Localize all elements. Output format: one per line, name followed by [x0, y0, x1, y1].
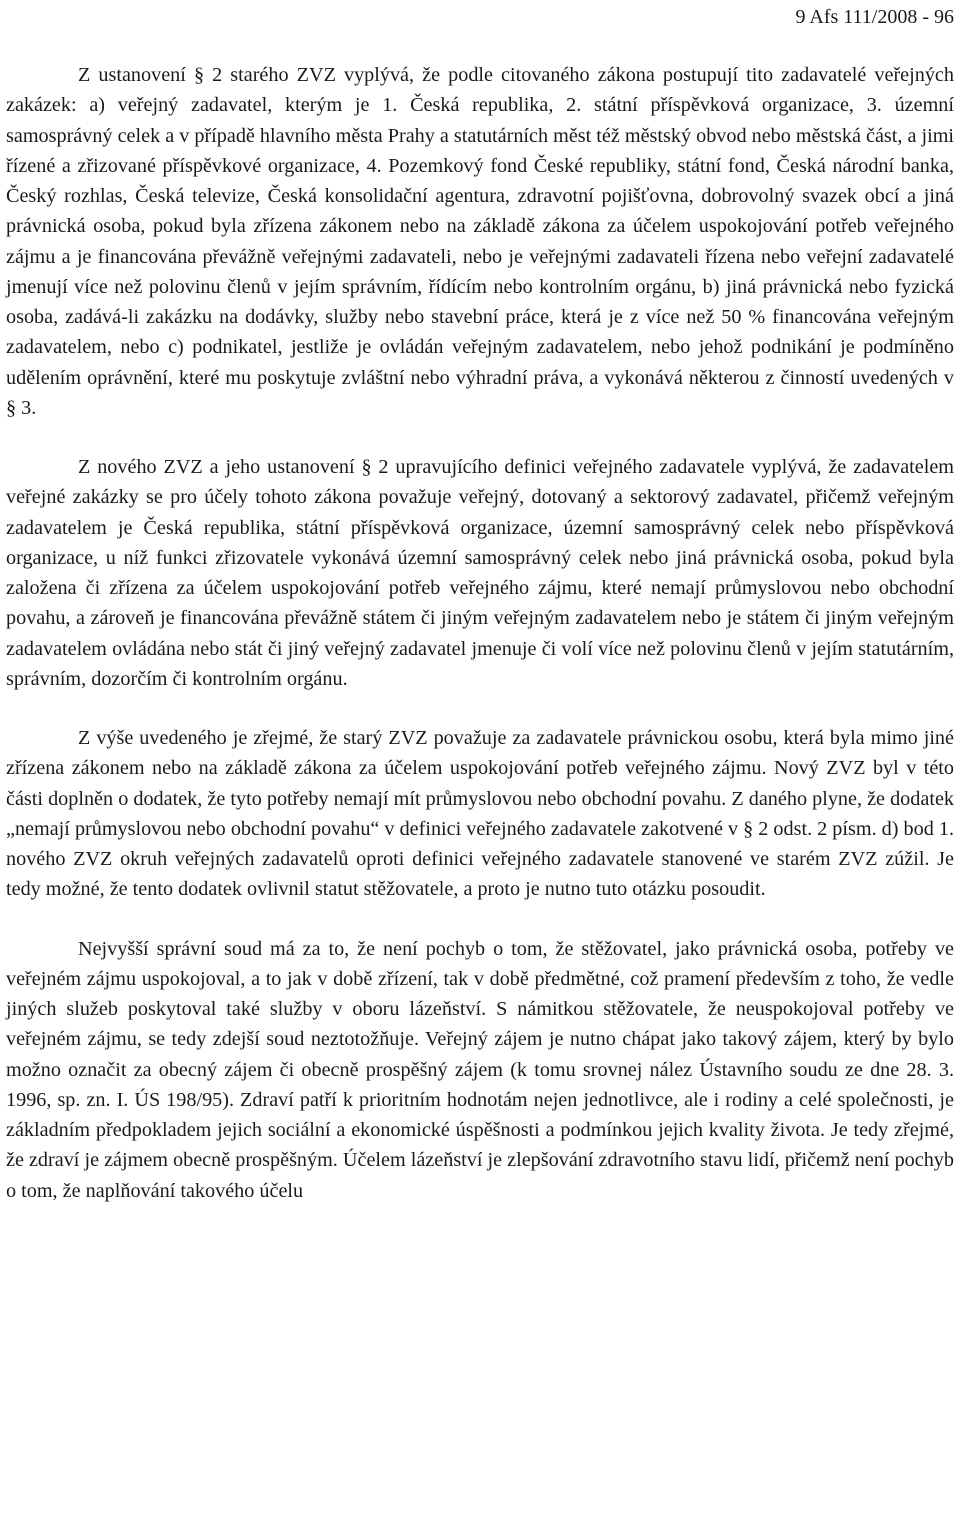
paragraph-new-zvz-definition: Z nového ZVZ a jeho ustanovení § 2 upravujícího definici veřejného zadavatele vyplývá, že zadavatelem veřejné zakázky se pro účely tohoto zákona považuje veřejný, dotovaný a sektorový zadavatel, přičemž veřejným zadavatelem je Česká republika, státní příspěvková organizace, územní samosprávný celek nebo příspěvková organizace, u níž funkci zřizovatele vykonává územní samosprávný celek nebo jiná právnická osoba, pokud byla založena či zřízena za účelem uspokojování potřeb veřejného zájmu, které nemají průmyslovou nebo obchodní povahu, a zároveň je financována převážně státem či jiným veřejným zadavatelem nebo je státem či jiným veřejným zadavatelem ovládána nebo stát či jiný veřejný zadavatel jmenuje či volí více než polovinu členů v jejím statutárním, správním, dozorčím či kontrolním orgánu. [6, 456, 954, 690]
paragraph-court-assessment: Nejvyšší správní soud má za to, že není pochyb o tom, že stěžovatel, jako právnická osoba, potřeby ve veřejném zájmu uspokojoval, a to jak v době zřízení, tak v době předmětné, což pramení především z toho, že vedle jiných služeb poskytoval také služby v oboru lázeňství. S námitkou stěžovatele, že neuspokojoval potřeby ve veřejném zájmu, se tedy zdejší soud neztotožňuje. Veřejný zájem je nutno chápat jako takový zájem, který by bylo možno označit za obecný zájem či obecně prospěšný zájem (k tomu srovnej nález Ústavního soudu ze dne 28. 3. 1996, sp. zn. I. ÚS 198/95). Zdraví patří k prioritním hodnotám nejen jednotlivce, ale i rodiny a celé společnosti, je základním předpokladem jejich sociální a ekonomické úspěšnosti a podmínkou jejich kvality života. Je tedy zřejmé, že zdraví je zájmem obecně prospěšným. Účelem lázeňství je zlepšování zdravotního stavu lidí, přičemž není pochyb o tom, že naplňování takového účelu [6, 937, 954, 1202]
paragraph-comparison: Z výše uvedeného je zřejmé, že starý ZVZ považuje za zadavatele právnickou osobu, která byla mimo jiné zřízena zákonem nebo na základě zákona za účelem uspokojování potřeb veřejného zájmu. Nový ZVZ byl v této části doplněn o dodatek, že tyto potřeby nemají mít průmyslovou nebo obchodní povahu. Z daného plyne, že dodatek „nemají průmyslovou nebo obchodní povahu“ v definici veřejného zadavatele zakotvené v § 2 odst. 2 písm. d) bod 1. nového ZVZ okruh veřejných zadavatelů oproti definici veřejného zadavatele stanovené ve starém ZVZ zúžil. Je tedy možné, že tento dodatek ovlivnil statut stěžovatele, a proto je nutno tuto otázku posoudit. [6, 727, 954, 901]
case-number-header: 9 Afs 111/2008 - 96 [795, 6, 954, 28]
paragraph-old-zvz-contracting-authorities: Z ustanovení § 2 starého ZVZ vyplývá, že podle citovaného zákona postupují tito zadavatelé veřejných zakázek: a) veřejný zadavatel, kterým je 1. Česká republika, 2. státní příspěvková organizace, 3. územní samosprávný celek a v případě hlavního města Prahy a statutárních měst též městský obvod nebo městská část, a jimi řízené a zřizované příspěvkové organizace, 4. Pozemkový fond České republiky, státní fond, Česká národní banka, Český rozhlas, Česká televize, Česká konsolidační agentura, zdravotní pojišťovna, dobrovolný svazek obcí a jiná právnická osoba, pokud byla zřízena zákonem nebo na základě zákona za účelem uspokojování potřeb veřejného zájmu a je financována převážně veřejnými zadavateli, nebo je veřejnými zadavateli řízena nebo veřejní zadavatelé jmenují více než polovinu členů v jejím správním, řídícím nebo kontrolním orgánu, b) jiná právnická nebo fyzická osoba, zadává-li zakázku na dodávky, služby nebo stavební práce, která je z více než 50 % financována veřejným zadavatelem, nebo c) podnikatel, jestliže je ovládán veřejným zadavatelem, nebo jehož podnikání je podmíněno udělením oprávnění, které mu poskytuje zvláštní nebo výhradní práva, a vykonává některou z činností uvedených v § 3. [6, 64, 955, 419]
